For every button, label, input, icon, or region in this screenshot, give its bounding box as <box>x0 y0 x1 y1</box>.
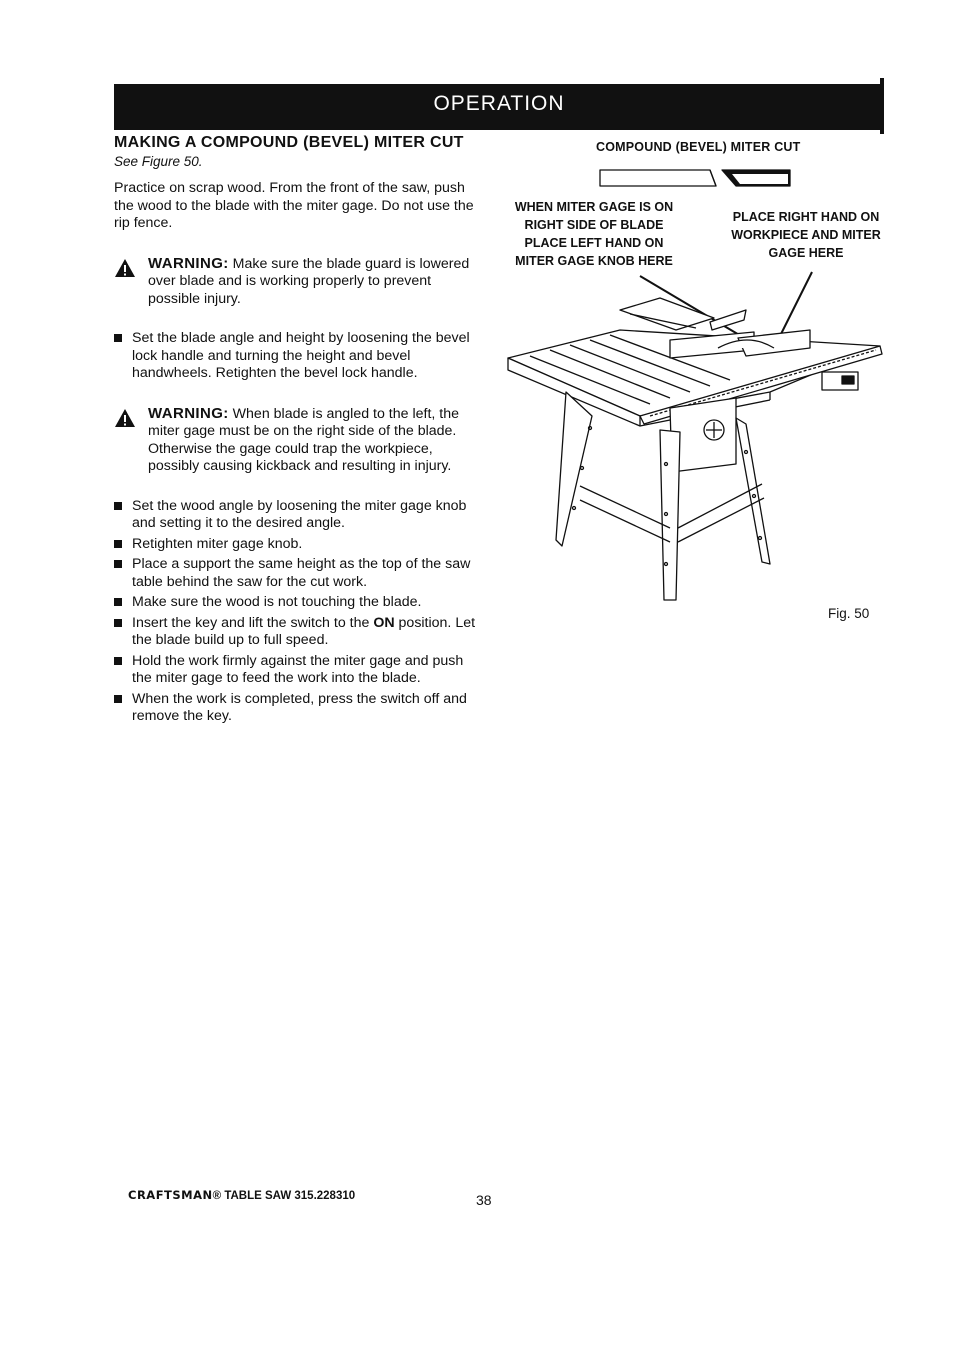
list-item: When the work is completed, press the switch off and remove the key. <box>114 691 479 726</box>
section-banner <box>114 78 884 130</box>
page-title: OPERATION <box>433 92 565 115</box>
instructions-column <box>114 134 479 748</box>
model-number: ® TABLE SAW 315.228310 <box>212 1190 356 1202</box>
saw-stand <box>556 392 770 600</box>
page-number: 38 <box>476 1192 492 1208</box>
list-item: Retighten miter gage knob. <box>114 536 479 554</box>
list-item: Hold the work firmly against the miter gage and push the miter gage to feed the work into the blade. <box>114 653 479 688</box>
figure-50 <box>500 134 884 634</box>
warning-icon <box>114 258 136 278</box>
callout-right-hand: PLACE RIGHT HAND ON WORKPIECE AND MITER GAGE HERE <box>731 210 881 260</box>
list-item: Place a support the same height as the top of the saw table behind the saw for the cut work. <box>114 556 479 591</box>
figure-reference: See Figure 50. <box>114 153 203 169</box>
brand-logo: CRAFTSMAN <box>128 1188 213 1202</box>
list-item: Set the wood angle by loosening the miter gage knob and setting it to the desired angle. <box>114 498 479 533</box>
warning-label: WARNING: <box>148 404 229 422</box>
bevel-board-icon <box>600 170 790 186</box>
figure-label: Fig. 50 <box>828 606 870 621</box>
list-item: Insert the key and lift the switch to the ON position. Let the blade build up to full speed. <box>114 615 479 650</box>
footer-model <box>128 1188 355 1202</box>
miter-steps-list <box>114 498 479 726</box>
warning-text: Make sure the blade guard is lowered over blade and is working properly to prevent possible injury. <box>148 255 470 307</box>
warning-label: WARNING: <box>148 254 229 272</box>
list-item: Set the blade angle and height by loosening the bevel lock handle and turning the height and bevel handwheels. Retighten the bevel lock handle. <box>114 330 479 383</box>
warning-blade-guard <box>114 255 479 309</box>
intro-paragraph: Practice on scrap wood. From the front of the saw, push the wood to the blade with the miter gage. Do not use the rip fence. <box>114 180 474 231</box>
figure-title: COMPOUND (BEVEL) MITER CUT <box>596 140 801 154</box>
section-heading: MAKING A COMPOUND (BEVEL) MITER CUT <box>114 134 464 151</box>
list-item: Make sure the wood is not touching the blade. <box>114 594 479 612</box>
warning-icon <box>114 408 136 428</box>
warning-miter-gage <box>114 405 479 476</box>
warning-text: When blade is angled to the left, the miter gage must be on the right side of the blade. Otherwise the gage could trap the workpiece, possibly causing kickback and resulting in injury. <box>148 405 460 474</box>
callout-left-hand: WHEN MITER GAGE IS ON RIGHT SIDE OF BLADE PLACE LEFT HAND ON MITER GAGE KNOB HERE <box>514 200 674 268</box>
bevel-steps-list <box>114 330 479 383</box>
